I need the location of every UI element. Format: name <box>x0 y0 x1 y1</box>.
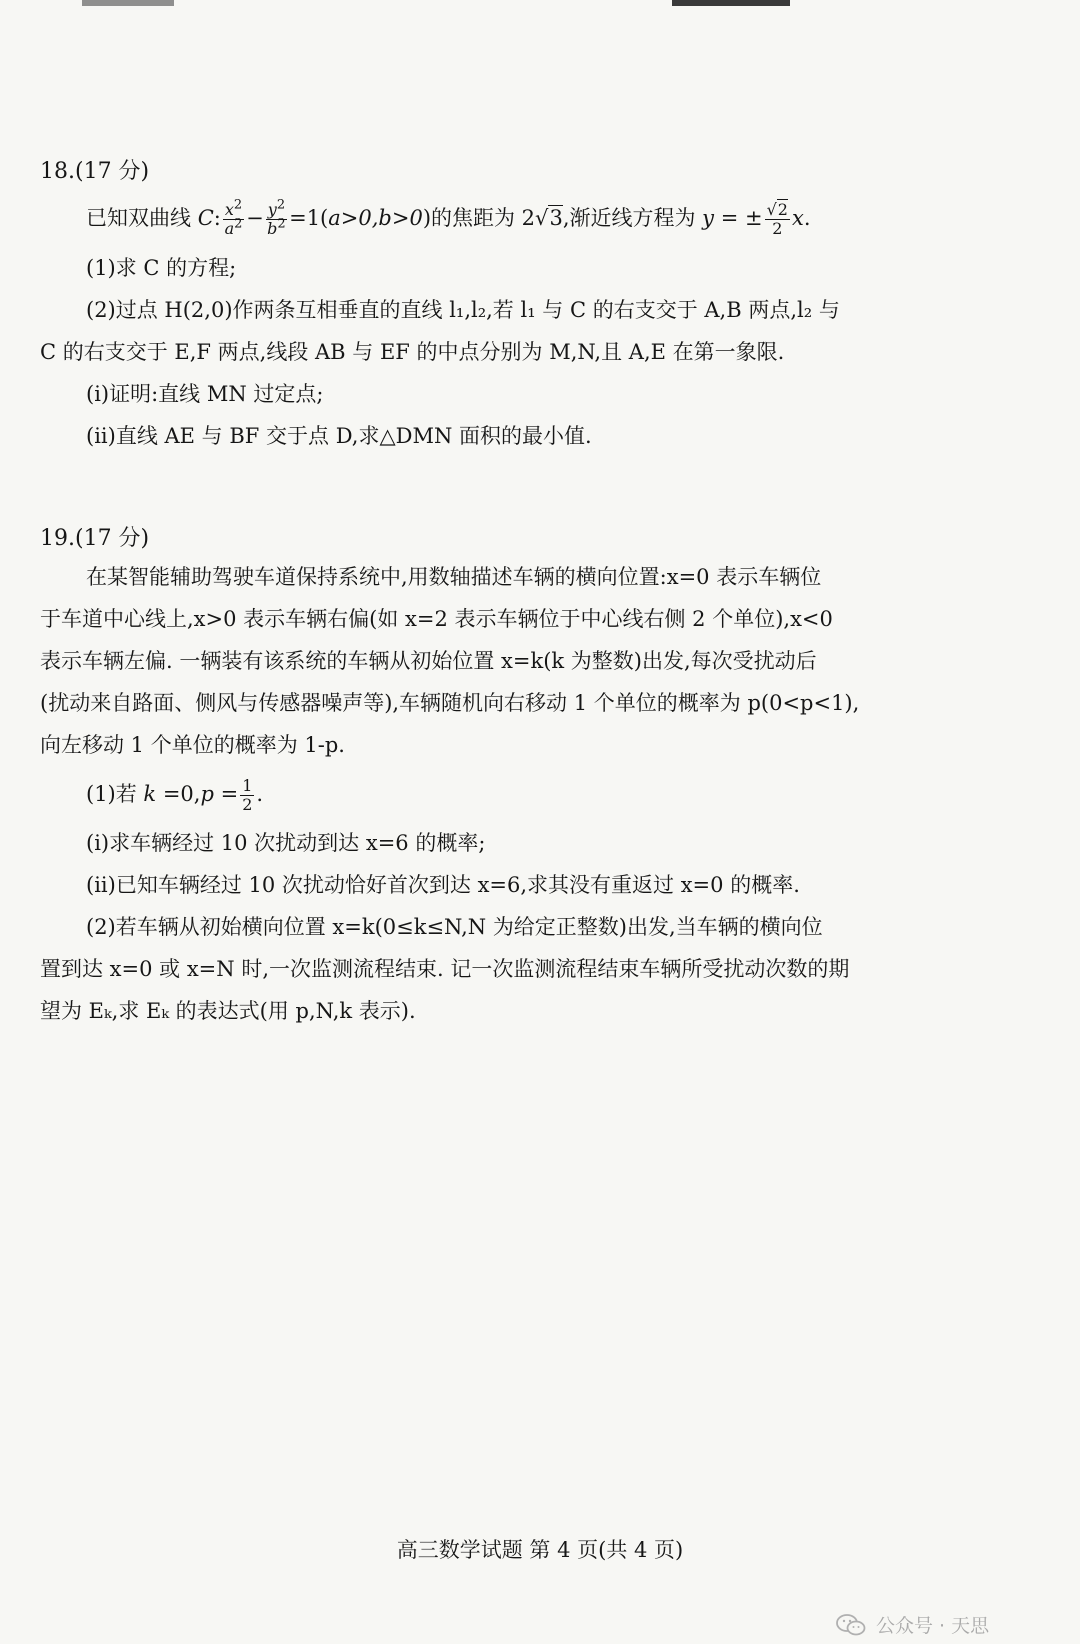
question-18-part-2-line-1: (2)过点 H(2,0)作两条互相垂直的直线 l₁,l₂,若 l₁ 与 C 的右支交于 A,B 两点,l₂ 与 <box>86 298 840 322</box>
sqrt-3: √3 <box>535 206 563 230</box>
watermark-text: 公众号 · 天思 <box>876 1615 990 1637</box>
question-18-number: 18.(17 分) <box>40 159 150 184</box>
fraction-y2-over-b2: $\frac{y^2}{b^2}$ <box>267 197 286 238</box>
question-19-stem-line-1: 在某智能辅助驾驶车道保持系统中,用数轴描述车辆的横向位置:x=0 表示车辆位 <box>86 565 822 589</box>
question-19-number: 19.(17 分) <box>40 526 150 551</box>
page-footer: 高三数学试题 第 4 页(共 4 页) <box>396 1538 684 1562</box>
question-18 <box>40 155 950 457</box>
question-19-stem-line-2: 于车道中心线上,x>0 表示车辆右偏(如 x=2 表示车辆位于中心线右侧 2 个单位),x<0 <box>40 607 833 631</box>
question-19-stem-line-5: 向左移动 1 个单位的概率为 1-p. <box>40 733 345 757</box>
question-19-part-1: (1)若 k =0,p = $\frac{1}{2}$ . <box>86 776 264 814</box>
fraction-sqrt2-over-2: $\frac{√2}{2}$ <box>766 200 788 238</box>
question-18-part-2-line-2: C 的右支交于 E,F 两点,线段 AB 与 EF 的中点分别为 M,N,且 A,E 在第一象限. <box>40 340 785 364</box>
question-19-stem-line-4: (扰动来自路面、侧风与传感器噪声等),车辆随机向右移动 1 个单位的概率为 p(0<p<1), <box>40 691 860 715</box>
question-19-part-2-line-2: 置到达 x=0 或 x=N 时,一次监测流程结束. 记一次监测流程结束车辆所受扰动次数的期 <box>40 957 850 981</box>
question-18-stem: 已知双曲线 C: $\frac{x^2}{a^2}$ − $\frac{y^2}{b^2}$ =1(a>0,b>0)的焦距为 2√3,渐近线方程为 y = ± $\frac{√2}{2}$ x. <box>86 197 811 238</box>
watermark <box>836 1611 989 1638</box>
top-edge-mark-right <box>672 0 790 6</box>
question-18-part-1: (1)求 C 的方程; <box>86 256 237 280</box>
wechat-icon <box>836 1614 866 1636</box>
question-19-part-1-ii: (ii)已知车辆经过 10 次扰动恰好首次到达 x=6,求其没有重返过 x=0 的概率. <box>86 873 800 897</box>
fraction-one-half: $\frac{1}{2}$ <box>242 776 253 814</box>
question-18-part-2-i: (i)证明:直线 MN 过定点; <box>86 382 324 406</box>
question-18-part-2-ii: (ii)直线 AE 与 BF 交于点 D,求△DMN 面积的最小值. <box>86 424 592 448</box>
question-19-part-2-line-3: 望为 Eₖ,求 Eₖ 的表达式(用 p,N,k 表示). <box>40 999 416 1023</box>
question-19-part-1-i: (i)求车辆经过 10 次扰动到达 x=6 的概率; <box>86 831 486 855</box>
question-19 <box>40 522 950 1032</box>
top-edge-mark-left <box>82 0 174 6</box>
fraction-x2-over-a2: $\frac{x^2}{a^2}$ <box>224 197 243 238</box>
question-19-stem-line-3: 表示车辆左偏. 一辆装有该系统的车辆从初始位置 x=k(k 为整数)出发,每次受扰动后 <box>40 649 817 673</box>
question-19-part-2-line-1: (2)若车辆从初始横向位置 x=k(0≤k≤N,N 为给定正整数)出发,当车辆的横向位 <box>86 915 823 939</box>
